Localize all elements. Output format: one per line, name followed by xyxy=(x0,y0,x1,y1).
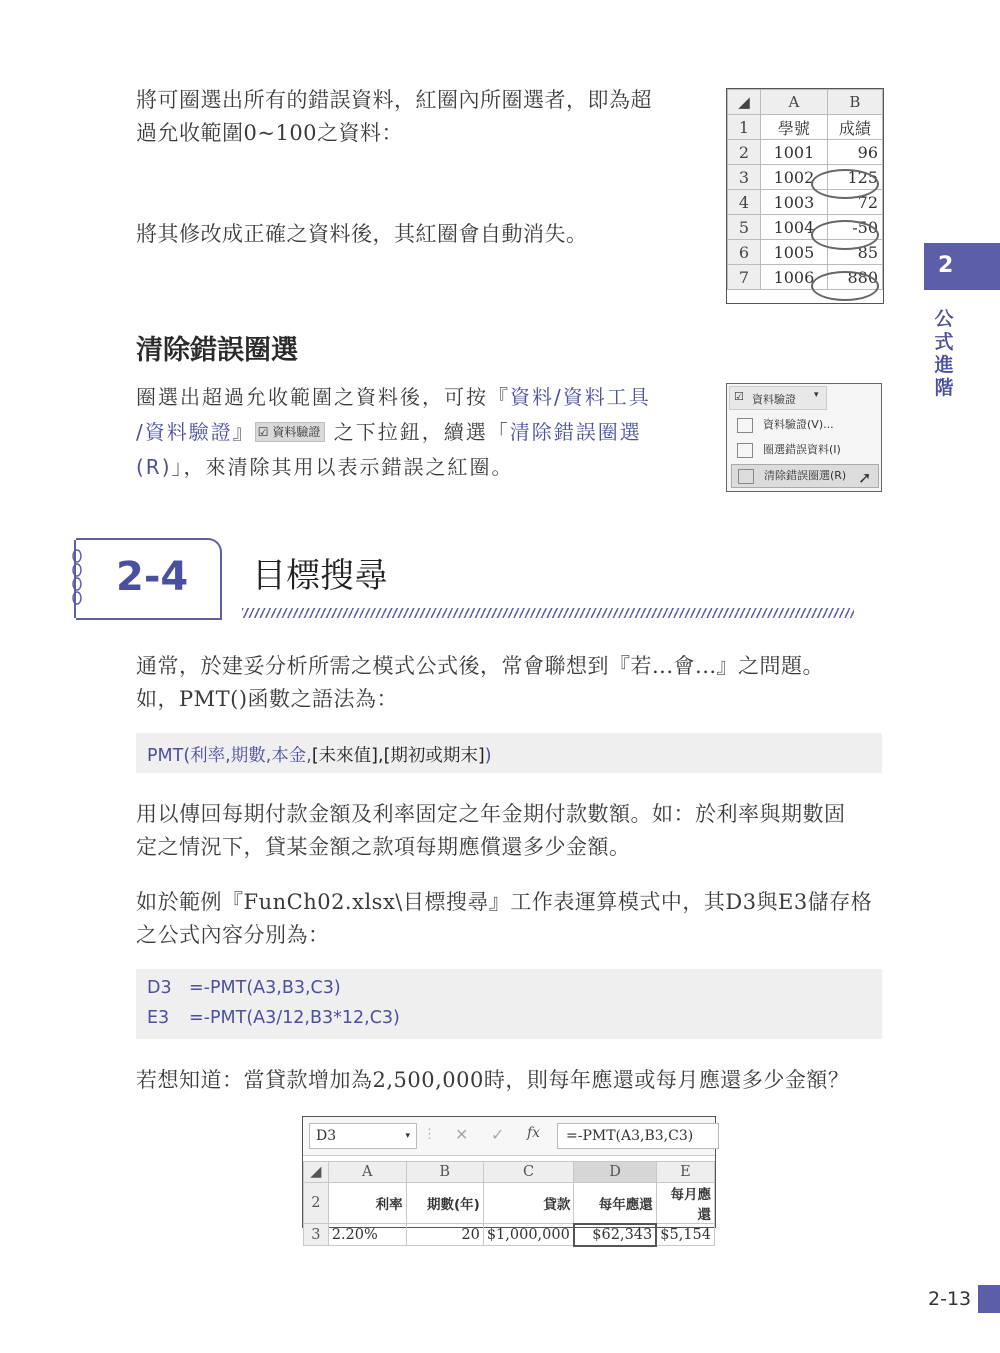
button-label: 資料驗證 xyxy=(752,393,796,406)
row-number: 5 xyxy=(728,215,761,240)
text: 』 xyxy=(232,420,255,444)
intro-paragraph xyxy=(136,84,652,150)
text-line: 用以傳回每期付款金額及利率固定之年金期付款數額。如：於利率與期數固 xyxy=(136,802,846,826)
cell: 880 xyxy=(827,265,882,290)
cell[interactable]: 2.20% xyxy=(328,1224,406,1246)
active-cell[interactable]: $62,343 xyxy=(574,1224,656,1246)
page-number-bar xyxy=(978,1285,1000,1313)
page-number: 2-13 xyxy=(928,1288,972,1310)
shortcut-ref: (R) xyxy=(136,455,172,479)
text-line: 如，PMT()函數之語法為： xyxy=(136,687,399,711)
cell[interactable]: 期數(年) xyxy=(406,1183,483,1224)
cell: 1006 xyxy=(761,265,828,290)
chapter-tab xyxy=(924,243,1000,290)
cell[interactable]: $5,154 xyxy=(656,1224,714,1246)
cell: 1005 xyxy=(761,240,828,265)
col-header-selected[interactable]: D xyxy=(574,1162,656,1183)
col-header-b: B xyxy=(827,90,882,115)
select-all-corner[interactable]: ◢ xyxy=(304,1162,329,1183)
clear-paragraph xyxy=(136,380,702,485)
text-line: 通常，於建妥分析所需之模式公式後，常會聯想到『若...會...』之問題。 xyxy=(136,654,825,678)
menu-item-clear-circles[interactable] xyxy=(731,464,879,488)
cell-ref: E3 xyxy=(147,1008,170,1028)
text-line: 如於範例『FunCh02.xlsx\目標搜尋』工作表運算模式中，其D3與E3儲存格 xyxy=(136,890,873,914)
text-line: 之公式內容分別為： xyxy=(136,923,330,947)
validation-circle xyxy=(811,220,879,250)
goal-seek-intro xyxy=(136,650,824,716)
cell[interactable]: 貸款 xyxy=(483,1183,574,1224)
cell[interactable]: 每月應還 xyxy=(656,1183,714,1224)
cell: -50 xyxy=(827,215,882,240)
chapter-number: 2 xyxy=(938,253,954,278)
spreadsheet-screenshot-pmt xyxy=(302,1116,716,1243)
data-validation-chip: ☑ 資料驗證 xyxy=(255,422,326,442)
item-label: 清除錯誤圈選(R) xyxy=(764,469,847,482)
row-number-selected[interactable]: 3 xyxy=(304,1224,329,1246)
row-number: 7 xyxy=(728,265,761,290)
data-validation-menu xyxy=(726,383,882,492)
menu-item-validation[interactable] xyxy=(731,414,877,436)
cancel-icon[interactable]: ✕ xyxy=(455,1125,469,1144)
clear-circles-icon xyxy=(738,469,754,484)
formula-line xyxy=(147,1008,400,1028)
insert-function-icon[interactable]: fx xyxy=(527,1125,541,1141)
cell: 1001 xyxy=(761,140,828,165)
col-header[interactable]: E xyxy=(656,1162,714,1183)
data-validation-button[interactable] xyxy=(729,386,827,410)
cell: 72 xyxy=(827,190,882,215)
row-number: 6 xyxy=(728,240,761,265)
formula-bar xyxy=(303,1117,715,1156)
row-number[interactable]: 2 xyxy=(304,1183,329,1224)
dropdown-arrow-icon: ▾ xyxy=(814,390,819,400)
formula: =-PMT(A3,B3,C3) xyxy=(189,978,341,998)
col-header[interactable]: B xyxy=(406,1162,483,1183)
dropdown-arrow-icon: ▾ xyxy=(405,1131,410,1141)
col-header-a: A xyxy=(761,90,828,115)
cell-ref: D3 xyxy=(147,978,172,998)
syntax-optional: [未來值],[期初或期末] xyxy=(311,746,485,766)
question-paragraph: 若想知道：當貸款增加為2,500,000時，則每年應還或每月應還多少金額？ xyxy=(136,1068,850,1092)
formula: =-PMT(A3/12,B3*12,C3) xyxy=(189,1008,400,1028)
section-number-box xyxy=(76,538,222,620)
text: 圈選出超過允收範圍之資料後，可按『 xyxy=(136,385,510,409)
select-all-corner: ◢ xyxy=(728,90,761,115)
validation-icon: ☑ xyxy=(734,390,744,403)
menu-path: 資料/資料工具 xyxy=(510,385,651,409)
pmt-description xyxy=(136,798,846,864)
example-description xyxy=(136,886,872,952)
row-number: 4 xyxy=(728,190,761,215)
item-label: 圈選錯誤資料(I) xyxy=(763,443,841,456)
fix-paragraph: 將其修改成正確之資料後，其紅圈會自動消失。 xyxy=(136,222,588,246)
cell[interactable]: $1,000,000 xyxy=(483,1224,574,1246)
cursor-icon: ➚ xyxy=(858,468,872,487)
name-box[interactable] xyxy=(309,1123,417,1149)
menu-path: /資料驗證 xyxy=(136,420,233,444)
cell: 1002 xyxy=(761,165,828,190)
cell: 125 xyxy=(827,165,882,190)
syntax-part: ) xyxy=(484,746,492,766)
col-header[interactable]: A xyxy=(328,1162,406,1183)
spreadsheet-screenshot-circled xyxy=(726,88,884,304)
cell[interactable]: 20 xyxy=(406,1224,483,1246)
cell: 學號 xyxy=(761,115,828,140)
cell: 1003 xyxy=(761,190,828,215)
pmt-syntax-box xyxy=(136,733,882,773)
row-number: 3 xyxy=(728,165,761,190)
section-heading: 清除錯誤圈選 xyxy=(136,335,298,366)
cell[interactable]: 每年應還 xyxy=(574,1183,656,1224)
validation-icon xyxy=(737,418,753,433)
text-line: 定之情況下，貸某金額之款項每期應償還多少金額。 xyxy=(136,835,631,859)
cell: 成績 xyxy=(827,115,882,140)
validation-circle xyxy=(811,169,879,199)
text: 之下拉鈕，續選「 xyxy=(325,420,510,444)
chip-label: 資料驗證 xyxy=(272,425,321,439)
formula-box xyxy=(136,969,882,1039)
row-number: 2 xyxy=(728,140,761,165)
menu-item-ref: 清除錯誤圈選 xyxy=(509,420,642,444)
validation-circle xyxy=(811,271,879,301)
section-number: 2-4 xyxy=(116,554,189,600)
col-header[interactable]: C xyxy=(483,1162,574,1183)
cell[interactable]: 利率 xyxy=(328,1183,406,1224)
syntax-part: PMT(利率,期數,本金, xyxy=(147,746,312,766)
cell: 1004 xyxy=(761,215,828,240)
menu-item-circle-invalid[interactable] xyxy=(731,439,877,461)
intro-line-1: 將可圈選出所有的錯誤資料，紅圈內所圈選者，即為超 xyxy=(136,88,652,112)
name-box-value: D3 xyxy=(316,1128,337,1144)
intro-line-2: 過允收範圍0~100之資料： xyxy=(136,121,404,145)
enter-icon[interactable]: ✓ xyxy=(491,1125,505,1144)
formula-line xyxy=(147,978,341,998)
row-number: 1 xyxy=(728,115,761,140)
cell: 85 xyxy=(827,240,882,265)
separator-icon: ⋮ xyxy=(423,1127,436,1142)
hatch-rule xyxy=(242,608,854,618)
item-label: 資料驗證(V)... xyxy=(763,418,834,431)
circle-invalid-icon xyxy=(737,443,753,458)
cell: 96 xyxy=(827,140,882,165)
section-title: 目標搜尋 xyxy=(252,556,388,596)
text: 」，來清除其用以表示錯誤之紅圈。 xyxy=(171,455,514,479)
chapter-label: 公 式 進 階 xyxy=(934,308,954,399)
formula-input[interactable]: =-PMT(A3,B3,C3) xyxy=(557,1123,719,1149)
